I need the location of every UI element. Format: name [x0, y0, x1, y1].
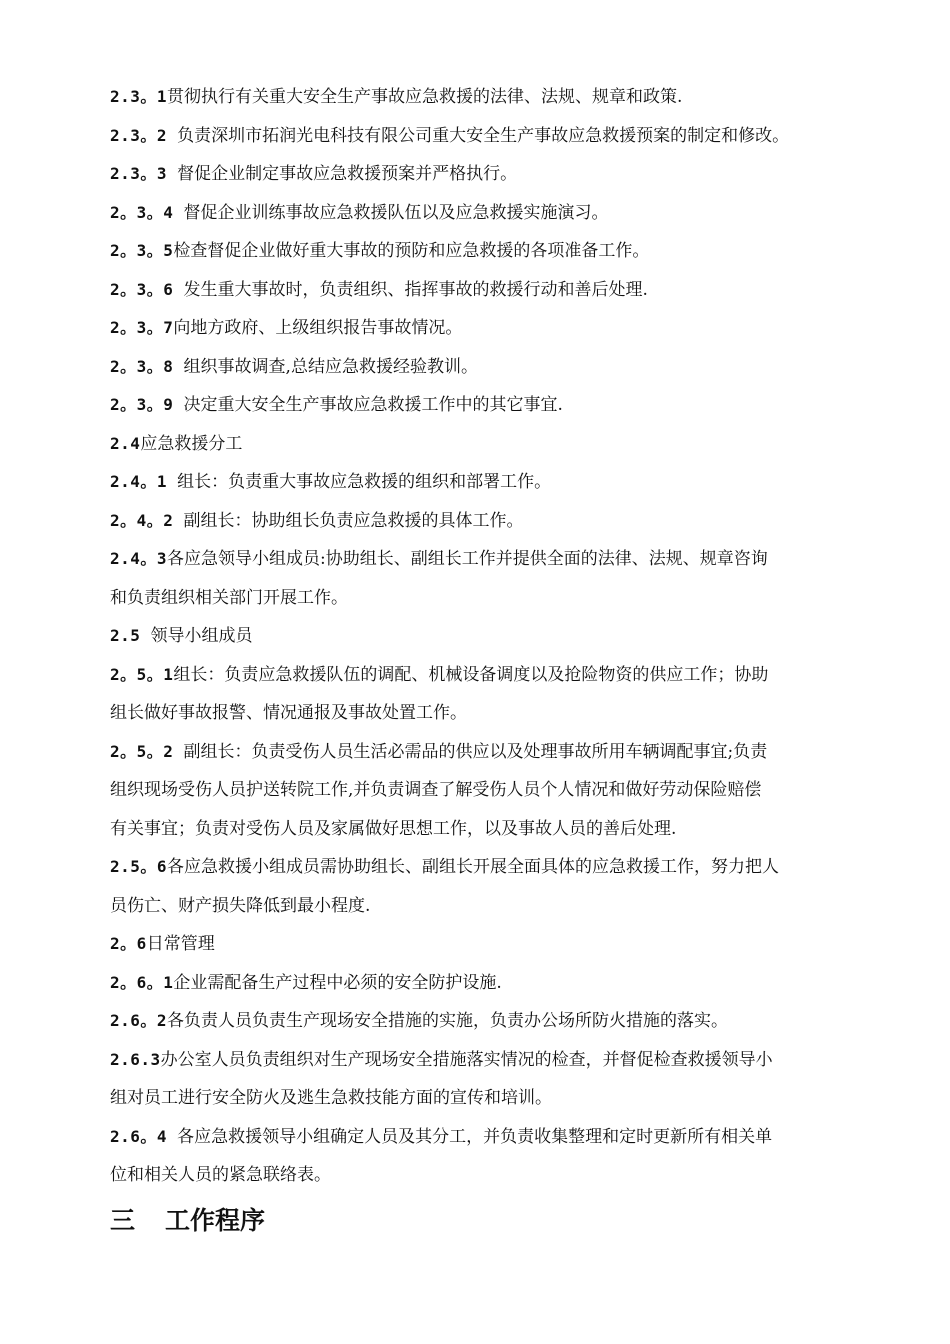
clause-text: 企业需配备生产过程中必须的安全防护设施. — [173, 972, 502, 993]
clause-number: 2。3。8 — [110, 356, 184, 376]
clause-text: 有关事宜；负责对受伤人员及家属做好思想工作，以及事故人员的善后处理. — [110, 818, 677, 839]
clause-text: 副组长：负责受伤人员生活必需品的供应以及处理事故所用车辆调配事宜;负责 — [183, 741, 768, 762]
clause-number: 2.6。4 — [110, 1126, 178, 1146]
clause-text: 各应急救援领导小组确定人员及其分工，并负责收集整理和定时更新所有相关单 — [177, 1126, 773, 1147]
text-line — [110, 887, 862, 926]
clause-text: 督促企业训练事故应急救援队伍以及应急救援实施演习。 — [183, 202, 609, 223]
clause-number: 2.5。6 — [110, 857, 168, 876]
clause-text: 应急救援分工 — [140, 433, 243, 454]
text-line — [110, 155, 862, 194]
clause-text: 向地方政府、上级组织报告事故情况。 — [173, 318, 463, 338]
clause-text: 领导小组成员 — [150, 626, 253, 646]
clause-text: 决定重大安全生产事故应急救援工作中的其它事宜. — [183, 395, 563, 415]
clause-number: 2。3。4 — [110, 202, 184, 222]
clause-text: 组长：负责重大事故应急救援的组织和部署工作。 — [177, 472, 552, 492]
text-line — [110, 1002, 862, 1041]
clause-text: 员伤亡、财产损失降低到最小程度. — [110, 895, 371, 916]
clause-text: 和负责组织相关部门开展工作。 — [110, 587, 348, 608]
text-line — [110, 925, 862, 964]
clause-text: 组长做好事故报警、情况通报及事故处置工作。 — [110, 703, 467, 723]
text-line — [110, 502, 862, 541]
text-line — [110, 694, 862, 733]
clause-number: 2.4 — [110, 433, 141, 453]
clause-text: 各应急救援小组成员需协助组长、副组长开展全面具体的应急救援工作，努力把人 — [167, 857, 780, 877]
text-line — [110, 78, 862, 117]
text-line — [110, 617, 862, 656]
clause-number: 2。5。2 — [110, 741, 184, 761]
clause-text: 贯彻执行有关重大安全生产事故应急救援的法律、法规、规章和政策. — [167, 87, 683, 107]
clause-number: 2。5。1 — [110, 664, 174, 684]
text-line — [110, 656, 862, 695]
clause-number: 2。3。6 — [110, 279, 184, 299]
text-line — [110, 848, 862, 887]
section-title: 工作程序 — [165, 1205, 266, 1235]
clause-text: 位和相关人员的紧急联络表。 — [110, 1165, 331, 1185]
text-line — [110, 1041, 862, 1080]
section-number: 三 — [110, 1205, 136, 1235]
text-line — [110, 232, 862, 271]
document-page — [110, 78, 862, 1243]
text-line — [110, 733, 862, 772]
clause-number: 2。3。9 — [110, 395, 184, 414]
text-line — [110, 271, 862, 310]
clause-text: 组长：负责应急救援队伍的调配、机械设备调度以及抢险物资的供应工作；协助 — [173, 664, 769, 685]
clause-text: 副组长：协助组长负责应急救援的具体工作。 — [183, 510, 524, 531]
text-line — [110, 810, 862, 849]
clause-text: 各负责人员负责生产现场安全措施的实施，负责办公场所防火措施的落实。 — [167, 1011, 729, 1031]
clause-text: 发生重大事故时，负责组织、指挥事故的救援行动和善后处理. — [183, 279, 648, 300]
text-line — [110, 348, 862, 387]
text-line — [110, 1079, 862, 1118]
text-line — [110, 579, 862, 618]
text-line — [110, 117, 862, 156]
clause-number: 2。6。1 — [110, 972, 174, 992]
clause-text: 组织事故调查,总结应急救援经验教训。 — [183, 356, 478, 377]
document-body — [110, 78, 862, 1195]
clause-text: 办公室人员负责组织对生产现场安全措施落实情况的检查，并督促检查救援领导小 — [160, 1049, 773, 1070]
clause-number: 2.4。1 — [110, 472, 178, 491]
clause-text: 检查督促企业做好重大事故的预防和应急救援的各项准备工作。 — [173, 241, 650, 261]
clause-number: 2。3。7 — [110, 318, 174, 337]
clause-number: 2.3。3 — [110, 164, 178, 183]
text-line — [110, 771, 862, 810]
clause-number: 2.3。1 — [110, 87, 168, 106]
clause-text: 负责深圳市拓润光电科技有限公司重大安全生产事故应急救援预案的制定和修改。 — [177, 125, 790, 146]
clause-text: 组织现场受伤人员护送转院工作,并负责调查了解受伤人员个人情况和做好劳动保险赔偿 — [110, 780, 762, 800]
clause-number: 2。3。5 — [110, 241, 174, 260]
clause-text: 组对员工进行安全防火及逃生急救技能方面的宣传和培训。 — [110, 1088, 552, 1108]
text-line — [110, 540, 862, 579]
text-line — [110, 194, 862, 233]
text-line — [110, 386, 862, 425]
clause-number: 2。4。2 — [110, 510, 184, 530]
text-line — [110, 1156, 862, 1195]
text-line — [110, 425, 862, 464]
text-line — [110, 309, 862, 348]
clause-number: 2.6。2 — [110, 1011, 168, 1030]
clause-number: 2.3。2 — [110, 125, 178, 145]
clause-number: 2。6 — [110, 934, 147, 953]
clause-number: 2.5 — [110, 626, 151, 645]
clause-number: 2.4。3 — [110, 549, 168, 568]
text-line — [110, 1118, 862, 1157]
clause-text: 日常管理 — [146, 934, 215, 954]
clause-number: 2.6.3 — [110, 1049, 161, 1069]
text-line — [110, 463, 862, 502]
section-heading — [110, 1199, 862, 1243]
clause-text: 各应急领导小组成员:协助组长、副组长工作并提供全面的法律、法规、规章咨询 — [167, 549, 768, 569]
clause-text: 督促企业制定事故应急救援预案并严格执行。 — [177, 164, 518, 184]
text-line — [110, 964, 862, 1003]
